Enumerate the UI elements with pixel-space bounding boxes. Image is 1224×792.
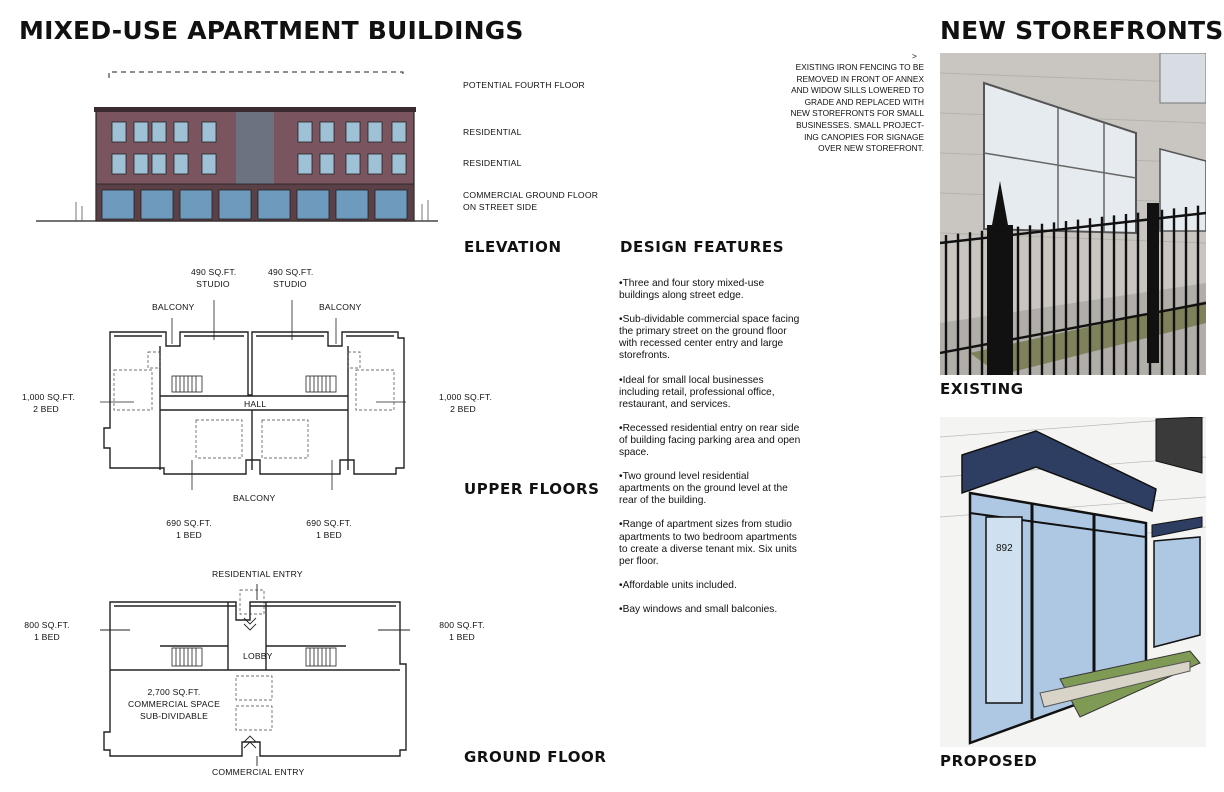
feature-item: •Three and four story mixed-use buildings along street edge. xyxy=(619,278,765,302)
balcony-bottom-label: BALCONY xyxy=(233,493,276,503)
elev-label-street-side: ON STREET SIDE xyxy=(463,202,538,212)
feature-item: •Sub-dividable commercial space facing the primary street on the ground floor with recessed center entry and large storefronts. xyxy=(619,314,800,362)
elevation-window xyxy=(320,122,334,142)
design-features-heading: DESIGN FEATURES xyxy=(620,238,785,256)
feature-item: •Ideal for small local businesses including retail, professional office, restaurant, and services. xyxy=(619,374,775,410)
elevation-window xyxy=(202,154,216,174)
ground-floor-heading: GROUND FLOOR xyxy=(464,748,607,766)
elevation-window xyxy=(174,154,188,174)
storefront-pane xyxy=(102,190,134,219)
bed1-left-area: 690 SQ.FT. 1 BED xyxy=(166,518,212,540)
commercial-space-area: 2,700 SQ.FT. COMMERCIAL SPACE SUB-DIVIDABLE xyxy=(127,687,220,721)
ground-stairs-right xyxy=(306,648,336,666)
bed2-right-area: 1,000 SQ.FT. 2 BED xyxy=(439,392,493,414)
fence-post xyxy=(987,225,1013,375)
elevation-drawing xyxy=(30,66,442,226)
storefront-pane xyxy=(219,190,251,219)
ground-stairs-left xyxy=(172,648,202,666)
lobby-label: LOBBY xyxy=(243,651,273,661)
existing-photo xyxy=(940,53,1206,375)
feature-item: •Two ground level residential apartments on the ground level at the rear of the building. xyxy=(619,471,788,507)
feature-item: •Range of apartment sizes from studio apartments to two bedroom apartments to create a diverse tenant mix. Six units per floor. xyxy=(619,519,797,567)
ground-floor-plan xyxy=(100,584,410,774)
feature-item: •Bay windows and small balconies. xyxy=(619,603,778,615)
design-features-list xyxy=(619,278,801,628)
balcony-left-label: BALCONY xyxy=(152,302,195,312)
elevation-window xyxy=(346,122,360,142)
elevation-window xyxy=(392,122,406,142)
elev-label-commercial: COMMERCIAL GROUND FLOOR xyxy=(463,190,599,200)
elevation-window xyxy=(368,154,382,174)
existing-label: EXISTING xyxy=(940,380,1024,398)
ground-apt-left-area: 800 SQ.FT. 1 BED xyxy=(24,620,70,642)
balcony-right-label: BALCONY xyxy=(319,302,362,312)
storefront-pane xyxy=(336,190,368,219)
elevation-window xyxy=(202,122,216,142)
elevation-window xyxy=(152,154,166,174)
elev-label-residential-1: RESIDENTIAL xyxy=(463,127,522,137)
address-number: 892 xyxy=(996,543,1013,554)
fourth-floor-outline xyxy=(109,72,403,78)
studio-left-area: 490 SQ.FT. STUDIO xyxy=(191,267,237,289)
storefront-pane xyxy=(141,190,173,219)
elevation-window xyxy=(392,154,406,174)
feature-item: •Recessed residential entry on rear side of building facing parking area and open space. xyxy=(619,422,801,459)
upper-window xyxy=(1160,53,1206,103)
elevation-window xyxy=(134,154,148,174)
storefront-pane xyxy=(297,190,329,219)
ground-apt-right-area: 800 SQ.FT. 1 BED xyxy=(439,620,485,642)
proposed-label: PROPOSED xyxy=(940,752,1038,770)
elevation-heading: ELEVATION xyxy=(464,238,562,256)
elev-label-residential-2: RESIDENTIAL xyxy=(463,158,522,168)
center-stair-bay xyxy=(236,112,274,184)
elevation-window xyxy=(298,122,312,142)
hall-label: HALL xyxy=(244,399,267,409)
elevation-window xyxy=(112,154,126,174)
residential-entry-label: RESIDENTIAL ENTRY xyxy=(212,569,303,579)
elevation-window xyxy=(112,122,126,142)
elevation-window xyxy=(134,122,148,142)
storefront-pane xyxy=(180,190,212,219)
cornice xyxy=(94,107,416,112)
upper-floors-heading: UPPER FLOORS xyxy=(464,480,600,498)
storefronts-title: NEW STOREFRONTS xyxy=(940,16,1224,45)
elevation-window xyxy=(152,122,166,142)
stairs-right xyxy=(306,376,336,392)
elev-label-fourth: POTENTIAL FOURTH FLOOR xyxy=(463,80,585,90)
elevation-window xyxy=(174,122,188,142)
storefront-note: EXISTING IRON FENCING TO BE REMOVED IN FRONT OF ANNEX AND WIDOW SILLS LOWERED TO GRADE AND REPLACED WITH NEW STOREFRONTS FOR SMALL BUSINESSES. SMALL PROJECT-ING CANOPIES FOR SIGNAGE OVER NEW STOREFRONT. xyxy=(790,62,924,154)
note-arrow: > xyxy=(912,51,917,61)
bed2-left-area: 1,000 SQ.FT. 2 BED xyxy=(22,392,76,414)
main-title: MIXED-USE APARTMENT BUILDINGS xyxy=(19,16,524,45)
upper-floor-plan xyxy=(100,300,410,490)
commercial-entry-label: COMMERCIAL ENTRY xyxy=(212,767,305,777)
studio-right-area: 490 SQ.FT. STUDIO xyxy=(268,267,314,289)
stairs-left xyxy=(172,376,202,392)
storefront-pane xyxy=(258,190,290,219)
bed1-right-area: 690 SQ.FT. 1 BED xyxy=(306,518,352,540)
elevation-window xyxy=(368,122,382,142)
elevation-window xyxy=(320,154,334,174)
elevation-window xyxy=(346,154,360,174)
proposed-sketch xyxy=(940,417,1206,747)
feature-item: •Affordable units included. xyxy=(619,579,737,591)
elevation-window xyxy=(298,154,312,174)
storefront-pane xyxy=(375,190,407,219)
